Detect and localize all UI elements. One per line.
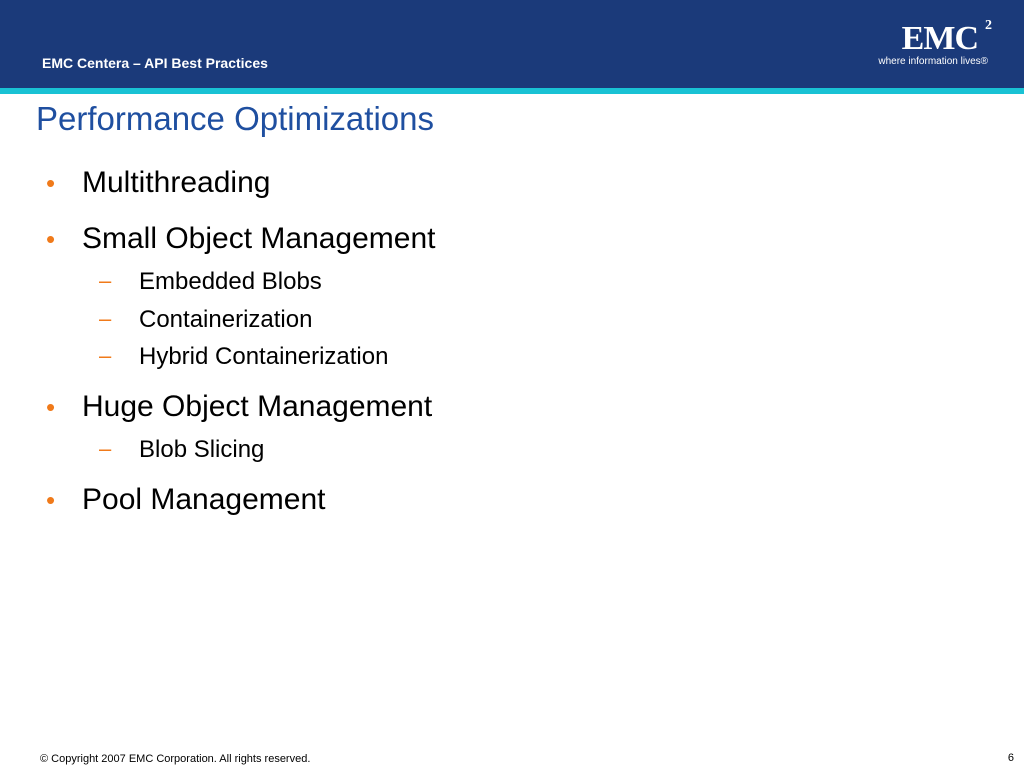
bullet-text: Huge Object Management [82, 390, 433, 423]
sub-bullet-text: Hybrid Containerization [139, 343, 389, 370]
sub-bullet-item [99, 343, 389, 371]
sub-bullet-item [99, 268, 322, 296]
bullet-dot-icon: • [46, 224, 56, 254]
sub-bullet-text: Embedded Blobs [139, 268, 322, 295]
bullet-item [46, 390, 433, 424]
sub-bullet-item [99, 306, 313, 334]
bullet-dot-icon: • [46, 168, 56, 198]
dash-icon: – [99, 343, 112, 368]
bullet-item [46, 222, 436, 256]
bullet-dot-icon: • [46, 392, 56, 422]
sub-bullet-text: Containerization [139, 306, 313, 333]
accent-rule [0, 88, 1024, 94]
dash-icon: – [99, 268, 112, 293]
logo-wordmark: EMC [901, 20, 978, 57]
dash-icon: – [99, 306, 112, 331]
header-bar [0, 0, 1024, 88]
logo-tagline: where information lives® [878, 56, 988, 67]
logo-superscript: 2 [985, 18, 992, 33]
page-number: 6 [1007, 752, 1014, 764]
emc-logo [862, 18, 992, 78]
sub-bullet-item [99, 436, 265, 464]
slide-title: Performance Optimizations [36, 100, 434, 137]
deck-title: EMC Centera – API Best Practices [42, 55, 268, 71]
sub-bullet-text: Blob Slicing [139, 436, 265, 463]
bullet-text: Pool Management [82, 483, 326, 516]
bullet-item [46, 483, 326, 517]
dash-icon: – [99, 436, 112, 461]
bullet-text: Multithreading [82, 166, 271, 199]
copyright-notice: © Copyright 2007 EMC Corporation. All rights reserved. [40, 753, 311, 765]
bullet-text: Small Object Management [82, 222, 436, 255]
bullet-item [46, 166, 271, 200]
bullet-dot-icon: • [46, 485, 56, 515]
